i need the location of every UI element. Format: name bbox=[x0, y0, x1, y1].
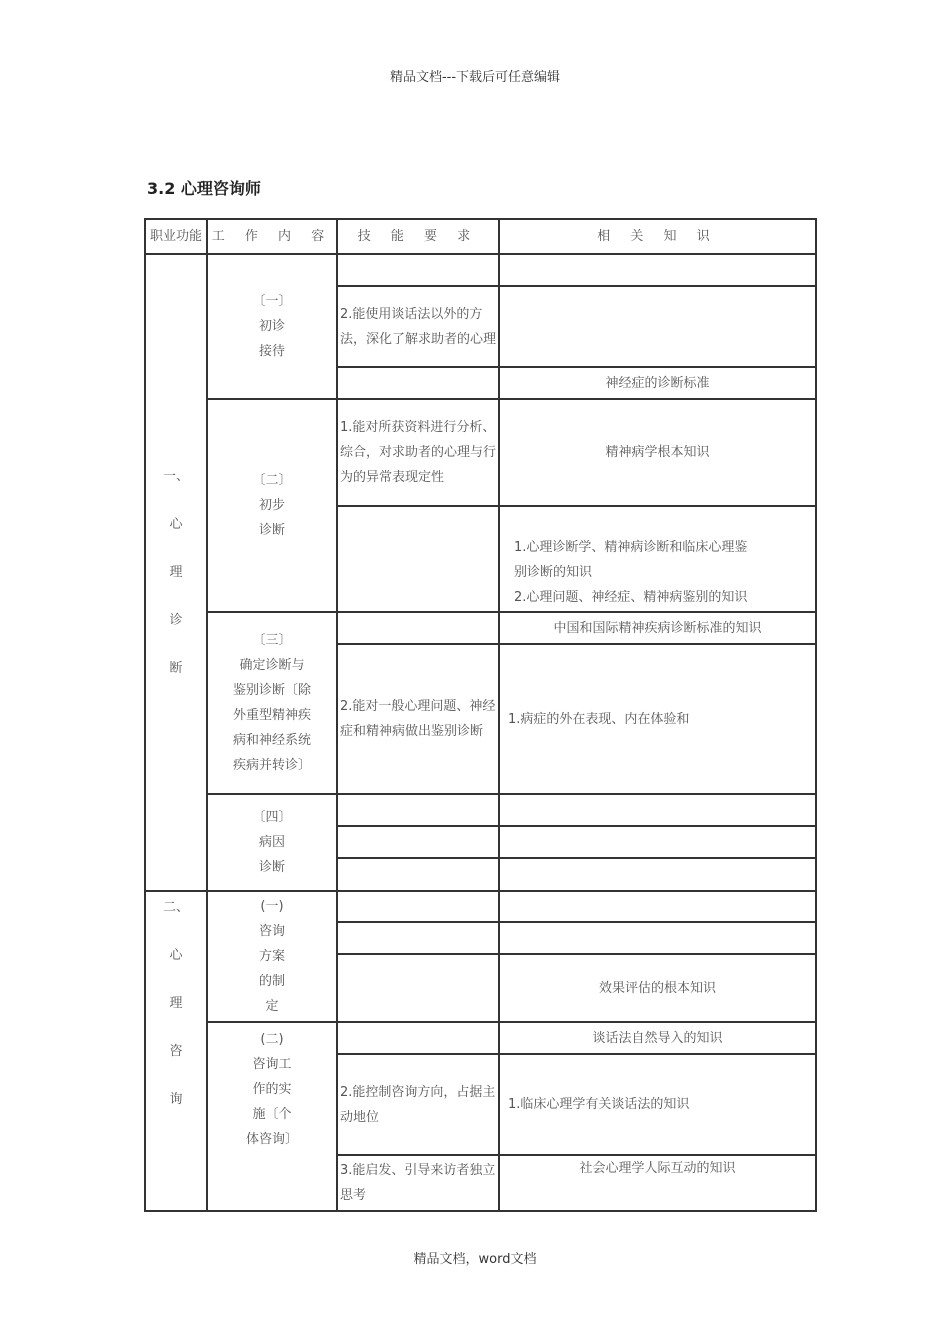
knowledge-cell bbox=[499, 254, 816, 286]
knowledge-cell bbox=[499, 891, 816, 922]
content-confirm-diagnosis: 〔三〕 确定诊断与 鉴别诊断〔除 外重型精神疾 病和神经系统 疾病并转诊〕 bbox=[207, 612, 337, 794]
knowledge-cell bbox=[499, 794, 816, 826]
header-skills: 技 能 要 求 bbox=[337, 219, 499, 254]
skill-cell: 1.能对所获资料进行分析、综合，对求助者的心理与行为的异常表现定性 bbox=[337, 399, 499, 506]
header-knowledge: 相 关 知 识 bbox=[499, 219, 816, 254]
knowledge-cell bbox=[499, 858, 816, 891]
skill-cell bbox=[337, 254, 499, 286]
knowledge-cell: 效果评估的根本知识 bbox=[499, 954, 816, 1022]
page-header: 精品文档---下载后可任意编辑 bbox=[389, 70, 561, 85]
knowledge-cell: 1.心理诊断学、精神病诊断和临床心理鉴 别诊断的知识 2.心理问题、神经症、精神病鉴别的知识 bbox=[499, 506, 816, 612]
skill-cell bbox=[337, 954, 499, 1022]
skill-cell bbox=[337, 367, 499, 399]
skill-cell: 2.能控制咨询方向，占据主动地位 bbox=[337, 1054, 499, 1155]
function-counseling: 二、 心 理 咨 询 bbox=[145, 891, 207, 1211]
knowledge-cell: 社会心理学人际互动的知识 bbox=[499, 1155, 816, 1211]
knowledge-cell bbox=[499, 826, 816, 858]
skill-cell bbox=[337, 1022, 499, 1054]
section-title: 3.2 心理咨询师 bbox=[147, 179, 261, 198]
skill-cell: 2.能对一般心理问题、神经症和精神病做出鉴别诊断 bbox=[337, 644, 499, 794]
skill-cell: 2.能使用谈话法以外的方法，深化了解求助者的心理 bbox=[337, 286, 499, 367]
skill-cell bbox=[337, 891, 499, 922]
content-plan: (一) 咨询 方案 的制 定 bbox=[207, 891, 337, 1022]
skill-cell bbox=[337, 794, 499, 826]
page-footer: 精品文档，word文档 bbox=[413, 1252, 537, 1267]
header-content: 工 作 内 容 bbox=[207, 219, 337, 254]
skill-cell bbox=[337, 922, 499, 954]
knowledge-cell: 1.病症的外在表现、内在体验和 bbox=[499, 644, 816, 794]
skill-cell bbox=[337, 612, 499, 644]
knowledge-cell bbox=[499, 286, 816, 367]
header-function: 职业功能 bbox=[145, 219, 207, 254]
content-initial-reception: 〔一〕 初诊 接待 bbox=[207, 254, 337, 399]
knowledge-cell: 神经症的诊断标准 bbox=[499, 367, 816, 399]
skill-cell: 3.能启发、引导来访者独立思考 bbox=[337, 1155, 499, 1211]
content-cause-diagnosis: 〔四〕 病因 诊断 bbox=[207, 794, 337, 891]
function-diagnosis: 一、 心 理 诊 断 bbox=[145, 254, 207, 891]
knowledge-cell bbox=[499, 922, 816, 954]
skill-cell bbox=[337, 506, 499, 612]
skill-cell bbox=[337, 858, 499, 891]
occupation-table bbox=[144, 218, 817, 1212]
content-implementation: (二) 咨询工 作的实 施〔个 体咨询〕 bbox=[207, 1022, 337, 1211]
skill-cell bbox=[337, 826, 499, 858]
knowledge-cell: 谈话法自然导入的知识 bbox=[499, 1022, 816, 1054]
knowledge-cell: 1.临床心理学有关谈话法的知识 bbox=[499, 1054, 816, 1155]
knowledge-cell: 中国和国际精神疾病诊断标准的知识 bbox=[499, 612, 816, 644]
knowledge-cell: 精神病学根本知识 bbox=[499, 399, 816, 506]
content-initial-diagnosis: 〔二〕 初步 诊断 bbox=[207, 399, 337, 612]
